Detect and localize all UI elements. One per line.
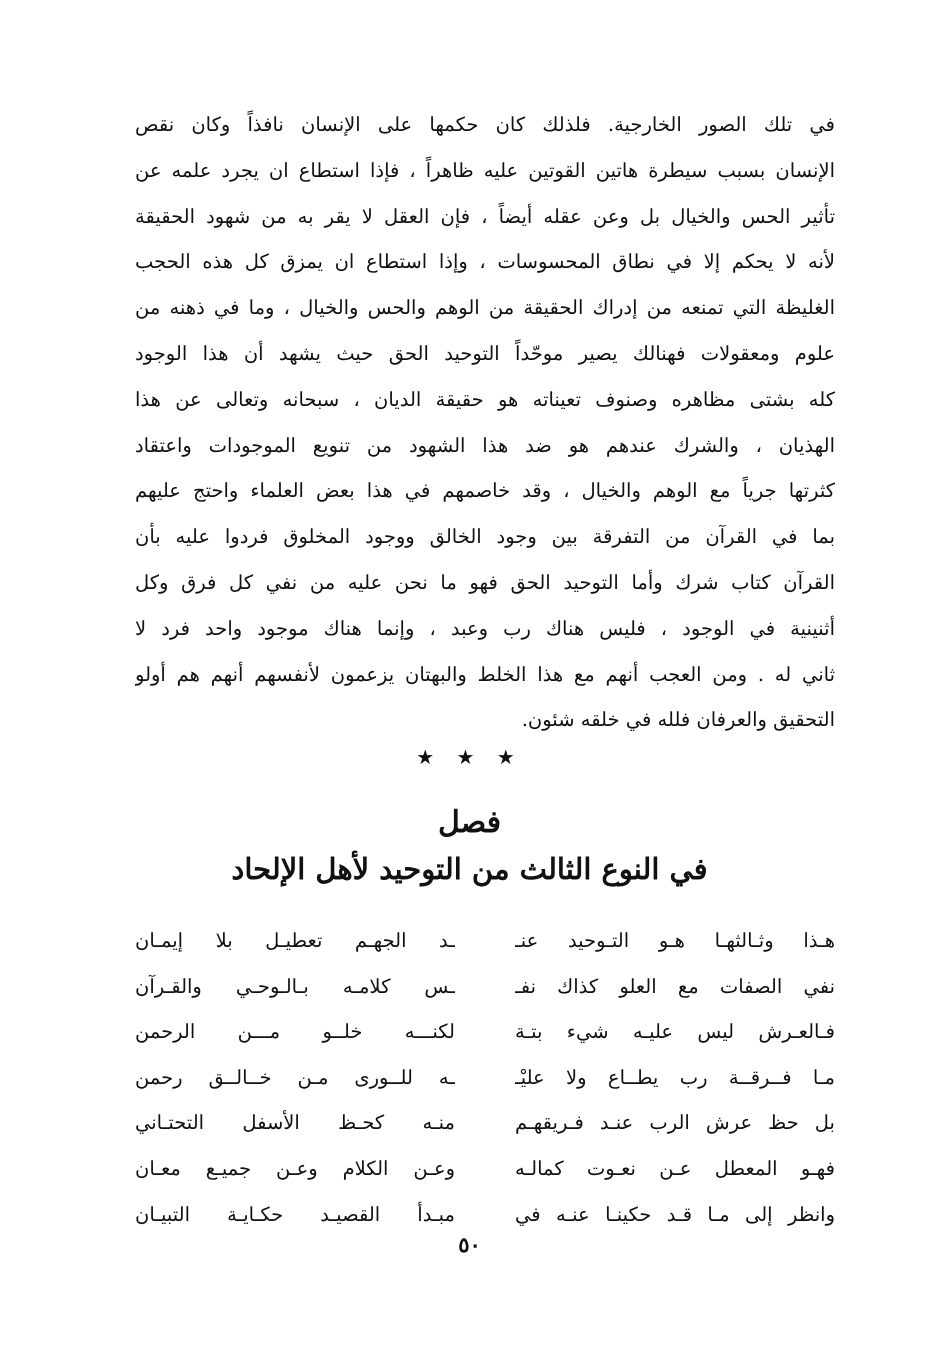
prose-block bbox=[135, 102, 835, 743]
prose-line: الغليظة التي تمنعه من إدراك الحقيقة من الوهم والحس والخيال ، وما في ذهنه من bbox=[135, 296, 835, 320]
prose-line: الإنسان بسبب سيطرة هاتين القوتين عليه ظاهراً ، فإذا استطاع ان يجرد علمه عن bbox=[135, 158, 835, 182]
section-separator: ★ ★ ★ bbox=[416, 745, 523, 769]
verse-first-hemistich: فـالعـرش ليس عليـه شيء بتـة bbox=[515, 1020, 835, 1044]
prose-line: بما في القرآن من التفرقة بين وجود الخالق ووجود المخلوق فردوا عليه بأن bbox=[135, 525, 835, 549]
prose-line: في تلك الصور الخارجية. فلذلك كان حكمها على الإنسان نافذاً وكان نقص bbox=[135, 113, 835, 136]
verse-first-hemistich: مـا فــرقــة رب يطــاع ولا عليْـ bbox=[515, 1065, 835, 1089]
page-number: ٥٠ bbox=[458, 1232, 481, 1257]
prose-line: أثنينية في الوجود ، فليس هناك رب وعبد ، وإنما هناك موجود واحد فرد لا bbox=[135, 616, 835, 640]
verse-row bbox=[135, 1192, 835, 1238]
verse-second-hemistich: لكنـــه خلــو مـــن الرحمن bbox=[135, 1020, 455, 1044]
verse-first-hemistich: بل حظ عرش الرب عنـد فـريقهـم bbox=[515, 1111, 835, 1135]
verse-first-hemistich: فهـو المعطل عـن نعـوت كمالـه bbox=[515, 1156, 835, 1180]
verse-row bbox=[135, 964, 835, 1010]
prose-line: ثاني له . ومن العجب أنهم مع هذا الخلط والبهتان يزعمون لأنفسهم أنهم هم أولو bbox=[135, 662, 835, 686]
prose-line: كله بشتى مظاهره وصنوف تعيناته هو حقيقة الديان ، سبحانه وتعالى عن هذا bbox=[135, 387, 835, 411]
prose-line: الهذيان ، والشرك عندهم هو ضد هذا الشهود من تنويع الموجودات واعتقاد bbox=[135, 433, 835, 457]
prose-line: تأثير الحس والخيال بل وعن عقله أيضاً ، فإن العقل لا يقر به من شهود الحقيقة bbox=[135, 204, 835, 228]
prose-line: لأنه لا يحكم إلا في نطاق المحسوسات ، وإذا استطاع ان يمزق كل هذه الحجب bbox=[135, 250, 835, 274]
verse-second-hemistich: ـس كلامـه بـالـوحـي والقـرآن bbox=[135, 974, 455, 998]
section-label: فصل bbox=[437, 805, 502, 840]
verse-second-hemistich: وعـن الكلام وعـن جميـع معـان bbox=[135, 1156, 455, 1180]
verse-second-hemistich: منـه كحـظ الأسفل التحتـاني bbox=[135, 1111, 455, 1135]
verse-row bbox=[135, 918, 835, 964]
prose-line: علوم ومعقولات فهنالك يصير موحّداً التوحيد الحق حيث يشهد أن هذا الوجود bbox=[135, 341, 835, 365]
verse-second-hemistich: مبـدأ القصيـد حكـايـة التبيـان bbox=[135, 1202, 455, 1226]
verse-row bbox=[135, 1100, 835, 1146]
verse-row bbox=[135, 1009, 835, 1055]
verse-first-hemistich: نفي الصفات مع العلو كذاك نفـ bbox=[515, 974, 835, 998]
prose-line: كثرتها جرياً مع الوهم والخيال ، وقد خاصمهم في هذا بعض العلماء واحتج عليهم bbox=[135, 479, 835, 503]
verse-row bbox=[135, 1055, 835, 1101]
verse-first-hemistich: هـذا وثـالثهـا هـو التـوحيد عنـ bbox=[515, 929, 835, 952]
poem-block bbox=[135, 918, 835, 1237]
section-title: في النوع الثالث من التوحيد لأهل الإلحاد bbox=[231, 852, 708, 886]
verse-second-hemistich: ـد الجهـم تعطيـل بلا إيمـان bbox=[135, 929, 455, 952]
verse-first-hemistich: وانظر إلى مـا قـد حكينـا عنـه في bbox=[515, 1202, 835, 1226]
verse-second-hemistich: ـه للــورى مـن خــالــق رحمن bbox=[135, 1065, 455, 1089]
prose-line: القرآن كتاب شرك وأما التوحيد الحق فهو ما نحن عليه من نفي كل فرق وكل bbox=[135, 570, 835, 594]
verse-row bbox=[135, 1146, 835, 1192]
prose-line: التحقيق والعرفان فلله في خلقه شئون. bbox=[521, 708, 835, 732]
